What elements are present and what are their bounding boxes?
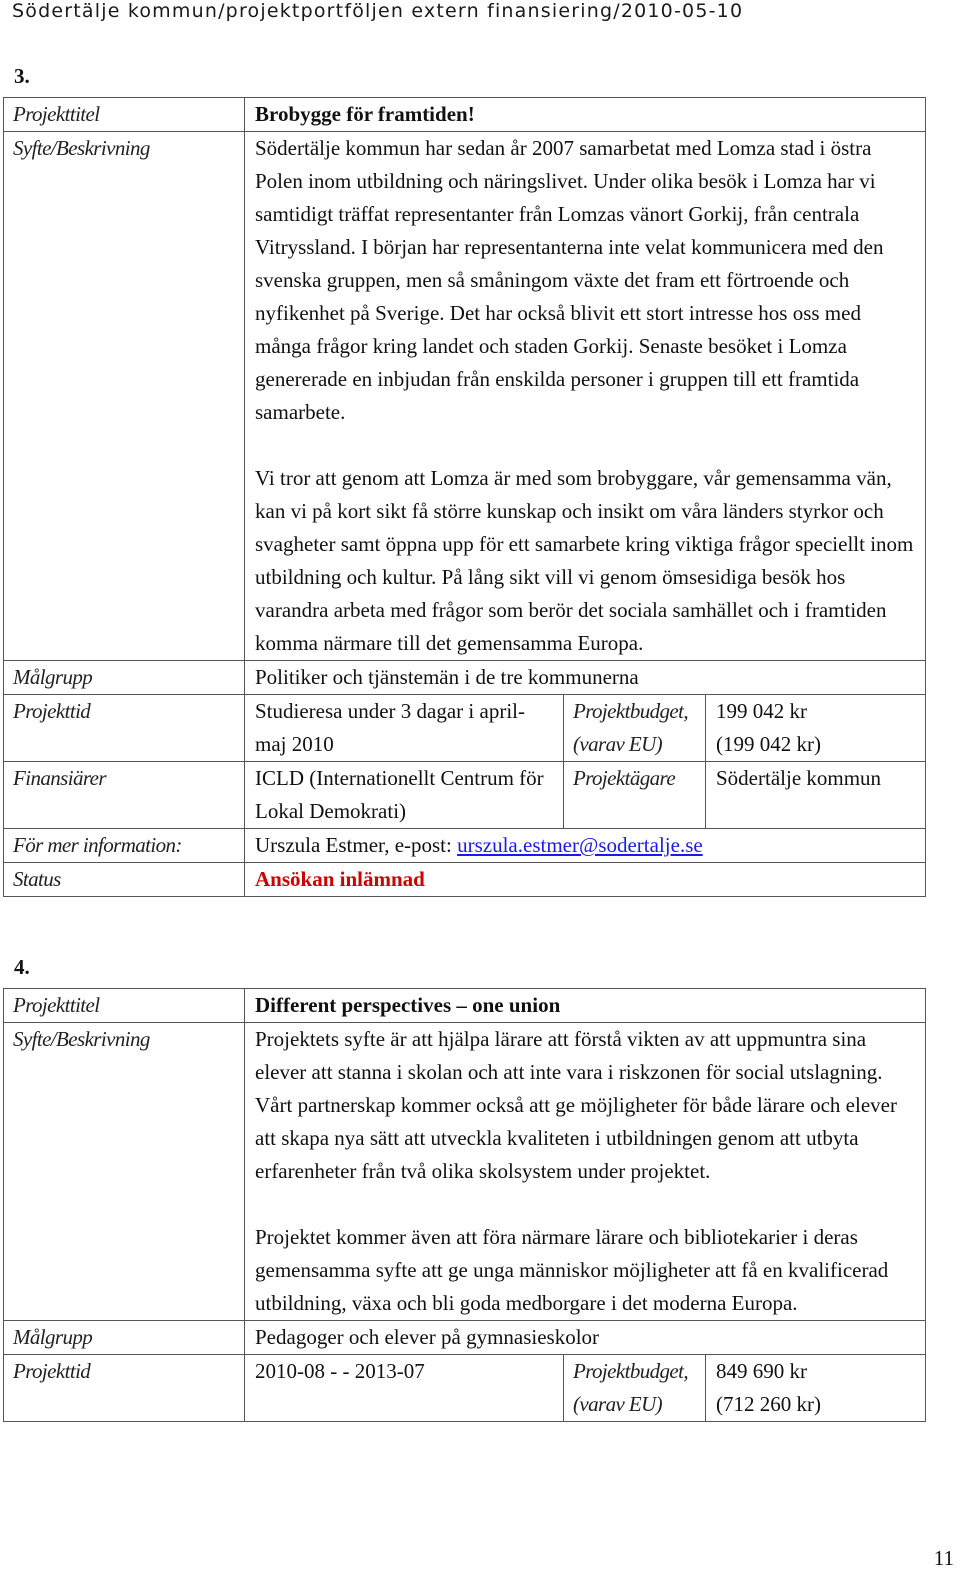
table-row <box>4 829 926 863</box>
project-period: 2010-08 - - 2013-07 <box>245 1355 564 1422</box>
project-description <box>245 1023 926 1321</box>
label-budget-main: Projektbudget, <box>573 1359 689 1383</box>
info-contact: Urszula Estmer, e-post: <box>255 833 458 857</box>
table-row <box>4 989 926 1023</box>
project-owner: Södertälje kommun <box>706 762 926 829</box>
description-paragraph: Södertälje kommun har sedan år 2007 samarbetat med Lomza stad i östra Polen inom utbildning och näringslivet. Under olika besök i Lomza har vi samtidigt träffat representanter från Lomzas vänort Gorkij, från centrala Vitryssland. I början har representanterna inte velat kommunicera med den svenska gruppen, men så småningom växte det fram ett förtroende och nyfikenhet på Sverige. Det har också blivit ett stort intresse hos oss med många frågor kring landet och staden Gorkij. Senaste besöket i Lomza genererade en inbjudan från enskilda personer i gruppen till ett framtida samarbete. <box>255 136 884 424</box>
label-budget <box>564 695 706 762</box>
project-title: Brobygge för framtiden! <box>245 98 926 132</box>
email-link[interactable]: urszula.estmer@sodertalje.se <box>457 833 703 857</box>
label-description: Syfte/Beskrivning <box>4 1023 245 1321</box>
description-paragraph: Projektet kommer även att föra närmare lärare och bibliotekarier i deras gemensamma syfte att ge unga människor möjligheter att få en kvalificerad utbildning, växa och bli goda medborgare i det moderna Europa. <box>255 1225 889 1315</box>
label-title: Projekttitel <box>4 98 245 132</box>
table-row <box>4 98 926 132</box>
table-row <box>4 1023 926 1321</box>
table-row <box>4 762 926 829</box>
page-header: Södertälje kommun/projektportföljen extern finansiering/2010-05-10 <box>12 0 744 22</box>
project-funders: ICLD (Internationellt Centrum för Lokal Demokrati) <box>245 762 564 829</box>
label-budget-sub: (varav EU) <box>573 1392 663 1416</box>
project-info <box>245 829 926 863</box>
project-period: Studieresa under 3 dagar i april-maj 2010 <box>245 695 564 762</box>
label-period: Projekttid <box>4 1355 245 1422</box>
label-target: Målgrupp <box>4 1321 245 1355</box>
description-paragraph: Projektets syfte är att hjälpa lärare att förstå vikten av att uppmuntra sina elever att stanna i skolan och att inte vara i riskzonen för social utslagning. Vårt partnerskap kommer också att ge möjligheter för både lärare och elever att skapa nya sätt att utveckla kvaliteten i utbildningen genom att utbyta erfarenheter från två olika skolsystem under projektet. <box>255 1027 897 1183</box>
project-budget <box>706 695 926 762</box>
description-paragraph: Vi tror att genom att Lomza är med som brobyggare, vår gemensamma vän, kan vi på kort sikt få större kunskap och insikt om våra länders styrkor och svagheter samt öppna upp för ett samarbete kring viktiga frågor speciellt inom utbildning och kultur. På lång sikt vill vi genom ömsesidiga besök hos varandra arbeta med frågor som berör det sociala samhället och i framtiden komma närmare till det gemensamma Europa. <box>255 466 914 655</box>
label-funders: Finansiärer <box>4 762 245 829</box>
project-target: Pedagoger och elever på gymnasieskolor <box>245 1321 926 1355</box>
label-budget-sub: (varav EU) <box>573 732 663 756</box>
project-number: 4. <box>14 955 30 979</box>
project-target: Politiker och tjänstemän i de tre kommunerna <box>245 661 926 695</box>
label-title: Projekttitel <box>4 989 245 1023</box>
table-row <box>4 1355 926 1422</box>
page-number: 11 <box>933 1546 954 1570</box>
budget-eu: (199 042 kr) <box>716 732 821 756</box>
table-row <box>4 1321 926 1355</box>
project-table <box>3 97 926 897</box>
label-description: Syfte/Beskrivning <box>4 132 245 661</box>
project-table <box>3 988 926 1422</box>
label-budget-main: Projektbudget, <box>573 699 689 723</box>
label-info: För mer information: <box>4 829 245 863</box>
label-period: Projekttid <box>4 695 245 762</box>
budget-total: 849 690 kr <box>716 1359 807 1383</box>
table-row <box>4 132 926 661</box>
project-title: Different perspectives – one union <box>245 989 926 1023</box>
project-budget <box>706 1355 926 1422</box>
label-owner: Projektägare <box>564 762 706 829</box>
status-badge: Ansökan inlämnad <box>245 863 926 897</box>
label-budget <box>564 1355 706 1422</box>
label-status: Status <box>4 863 245 897</box>
budget-total: 199 042 kr <box>716 699 807 723</box>
project-number: 3. <box>14 64 30 88</box>
table-row <box>4 695 926 762</box>
label-target: Målgrupp <box>4 661 245 695</box>
table-row <box>4 661 926 695</box>
project-description <box>245 132 926 661</box>
budget-eu: (712 260 kr) <box>716 1392 821 1416</box>
table-row <box>4 863 926 897</box>
